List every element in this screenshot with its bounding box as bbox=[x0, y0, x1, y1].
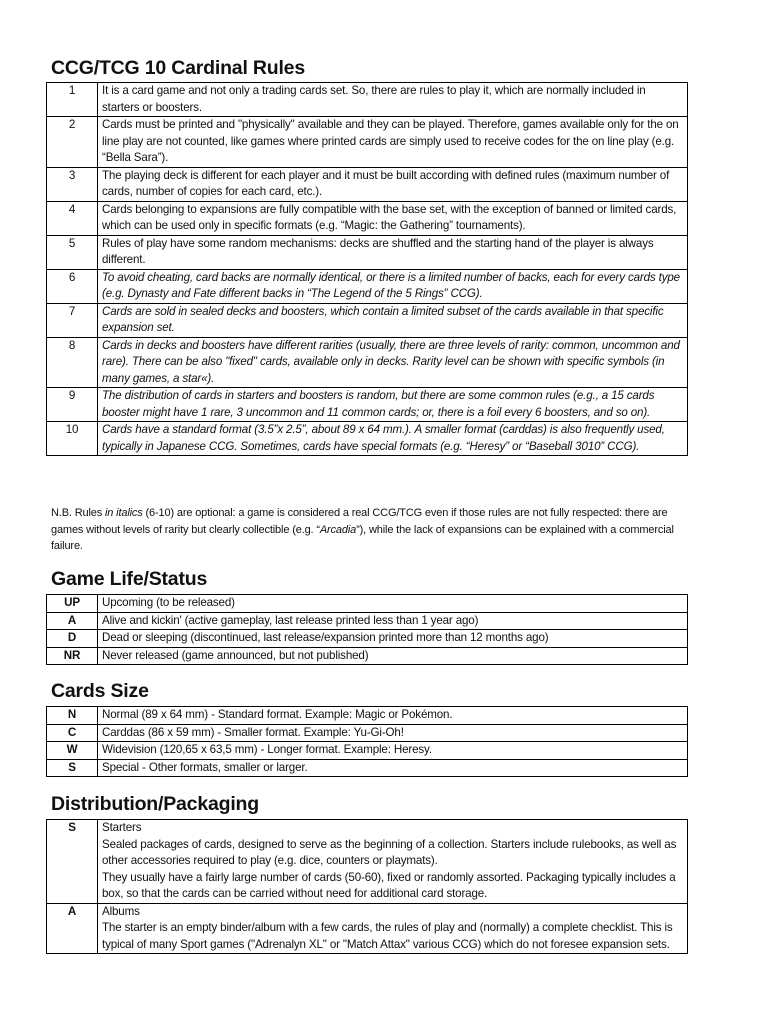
status-row-code: A bbox=[47, 612, 98, 630]
size-row-description: Widevision (120,65 x 63,5 mm) - Longer format. Example: Heresy. bbox=[98, 742, 688, 760]
rule-row bbox=[47, 201, 688, 235]
note-italic-part: in italics bbox=[104, 507, 143, 519]
status-row bbox=[47, 647, 688, 665]
rule-number: 5 bbox=[47, 235, 98, 269]
size-row-description: Special - Other formats, smaller or larger. bbox=[98, 759, 688, 777]
rule-row bbox=[47, 422, 688, 456]
optional-rules-note bbox=[51, 505, 691, 555]
rule-row bbox=[47, 117, 688, 168]
size-row bbox=[47, 707, 688, 725]
rule-text: Cards in decks and boosters have different rarities (usually, there are three levels of rarity: common, uncommon and rare). There can be also "fixed" cards, available only in decks. Rarity level can be shown with specific symbols (in many games, a star«). bbox=[98, 337, 688, 388]
rule-row bbox=[47, 235, 688, 269]
status-row-description: Dead or sleeping (discontinued, last release/expansion printed more than 12 months ago) bbox=[98, 630, 688, 648]
distribution-row bbox=[47, 820, 688, 904]
note-suffix: ”), while the lack of expansions can be explained with a commercial failure. bbox=[51, 523, 674, 552]
note-example: Arcadia bbox=[319, 523, 357, 536]
status-row-description: Upcoming (to be released) bbox=[98, 595, 688, 613]
rule-number: 1 bbox=[47, 83, 98, 117]
game-status-table bbox=[46, 594, 688, 665]
distribution-code: A bbox=[47, 903, 98, 954]
rule-text: Cards must be printed and "physically" available and they can be played. Therefore, games available only for the on line play are not counted, like games where printed cards are simply used to receive codes for the on line play (e.g. “Bella Sara”). bbox=[98, 117, 688, 168]
rule-text: The playing deck is different for each player and it must be built according with defined rules (maximum number of cards, number of copies for each card, etc.). bbox=[98, 167, 688, 201]
rule-text: Cards have a standard format (3.5”x 2.5”, about 89 x 64 mm.). A smaller format (carddas) is also frequently used, typically in Japanese CCG. Sometimes, cards have special formats (e.g. “Heresy” or “Baseball 3010” CCG). bbox=[98, 422, 688, 456]
rule-text: It is a card game and not only a trading cards set. So, there are rules to play it, which are normally included in starters or boosters. bbox=[98, 83, 688, 117]
status-row-code: NR bbox=[47, 647, 98, 665]
status-row bbox=[47, 630, 688, 648]
distribution-description bbox=[98, 820, 688, 904]
game-status-heading: Game Life/Status bbox=[51, 568, 208, 590]
distribution-code: S bbox=[47, 820, 98, 904]
rule-row bbox=[47, 269, 688, 303]
size-row-description: Normal (89 x 64 mm) - Standard format. Example: Magic or Pokémon. bbox=[98, 707, 688, 725]
distribution-paragraph: Sealed packages of cards, designed to serve as the beginning of a collection. Starters include rulebooks, as well as other accessories required to play (e.g. dice, counters or playmats). bbox=[102, 837, 677, 867]
size-row-code: N bbox=[47, 707, 98, 725]
status-row-code: D bbox=[47, 630, 98, 648]
status-row-description: Alive and kickin' (active gameplay, last release printed less than 1 year ago) bbox=[98, 612, 688, 630]
size-row bbox=[47, 742, 688, 760]
rule-row bbox=[47, 83, 688, 117]
rule-number: 9 bbox=[47, 388, 98, 422]
status-row-description: Never released (game announced, but not published) bbox=[98, 647, 688, 665]
rule-row bbox=[47, 167, 688, 201]
status-row bbox=[47, 595, 688, 613]
distribution-heading: Distribution/Packaging bbox=[51, 793, 259, 815]
rule-number: 3 bbox=[47, 167, 98, 201]
distribution-table bbox=[46, 819, 688, 954]
rule-text: To avoid cheating, card backs are normally identical, or there is a limited number of backs, each for every cards type (e.g. Dynasty and Fate different backs in “The Legend of the 5 Rings” CCG). bbox=[98, 269, 688, 303]
status-row-code: UP bbox=[47, 595, 98, 613]
distribution-row bbox=[47, 903, 688, 954]
rule-number: 2 bbox=[47, 117, 98, 168]
cardinal-rules-heading: CCG/TCG 10 Cardinal Rules bbox=[51, 57, 305, 79]
status-row bbox=[47, 612, 688, 630]
size-row-code: W bbox=[47, 742, 98, 760]
rule-number: 10 bbox=[47, 422, 98, 456]
distribution-paragraph: The starter is an empty binder/album with a few cards, the rules of play and (normally) a complete checklist. This is typical of many Sport games ("Adrenalyn XL" or "Match Attax" various CCG) which do not foresee expansion sets. bbox=[102, 921, 673, 951]
rule-text: Cards are sold in sealed decks and boosters, which contain a limited subset of the cards available in that specific expansion set. bbox=[98, 303, 688, 337]
note-prefix: N.B. Rules bbox=[51, 507, 105, 519]
rule-number: 7 bbox=[47, 303, 98, 337]
distribution-paragraph: They usually have a fairly large number of cards (50-60), fixed or randomly assorted. Packaging typically includes a box, so that the cards can be carried without need for additional card storage. bbox=[102, 870, 676, 900]
rule-text: The distribution of cards in starters and boosters is random, but there are some common rules (e.g., a 15 cards booster might have 1 rare, 3 uncommon and 11 common cards; or, there is a foil every 6 boosters, and so on). bbox=[98, 388, 688, 422]
distribution-type-title: Albums bbox=[102, 904, 140, 918]
distribution-description bbox=[98, 903, 688, 954]
distribution-type-title: Starters bbox=[102, 821, 142, 834]
size-row bbox=[47, 759, 688, 777]
rule-number: 8 bbox=[47, 337, 98, 388]
rule-text: Cards belonging to expansions are fully compatible with the base set, with the exception of banned or limited cards, which can be used only in specific formats (e.g. “Magic: the Gathering” tournaments). bbox=[98, 201, 688, 235]
size-row bbox=[47, 724, 688, 742]
rule-row bbox=[47, 303, 688, 337]
rule-number: 6 bbox=[47, 269, 98, 303]
size-row-code: S bbox=[47, 759, 98, 777]
size-row-code: C bbox=[47, 724, 98, 742]
note-middle: (6-10) are optional: a game is considered a real CCG/TCG even if those rules are not fully respected: there are games without levels of rarity but clearly collectible (e.g. “ bbox=[51, 507, 668, 536]
cardinal-rules-table bbox=[46, 82, 688, 456]
rule-row bbox=[47, 337, 688, 388]
cards-size-heading: Cards Size bbox=[51, 680, 149, 702]
rule-row bbox=[47, 388, 688, 422]
size-row-description: Carddas (86 x 59 mm) - Smaller format. Example: Yu-Gi-Oh! bbox=[98, 724, 688, 742]
rule-number: 4 bbox=[47, 201, 98, 235]
rule-text: Rules of play have some random mechanisms: decks are shuffled and the starting hand of the player is always different. bbox=[98, 235, 688, 269]
cards-size-table bbox=[46, 706, 688, 777]
